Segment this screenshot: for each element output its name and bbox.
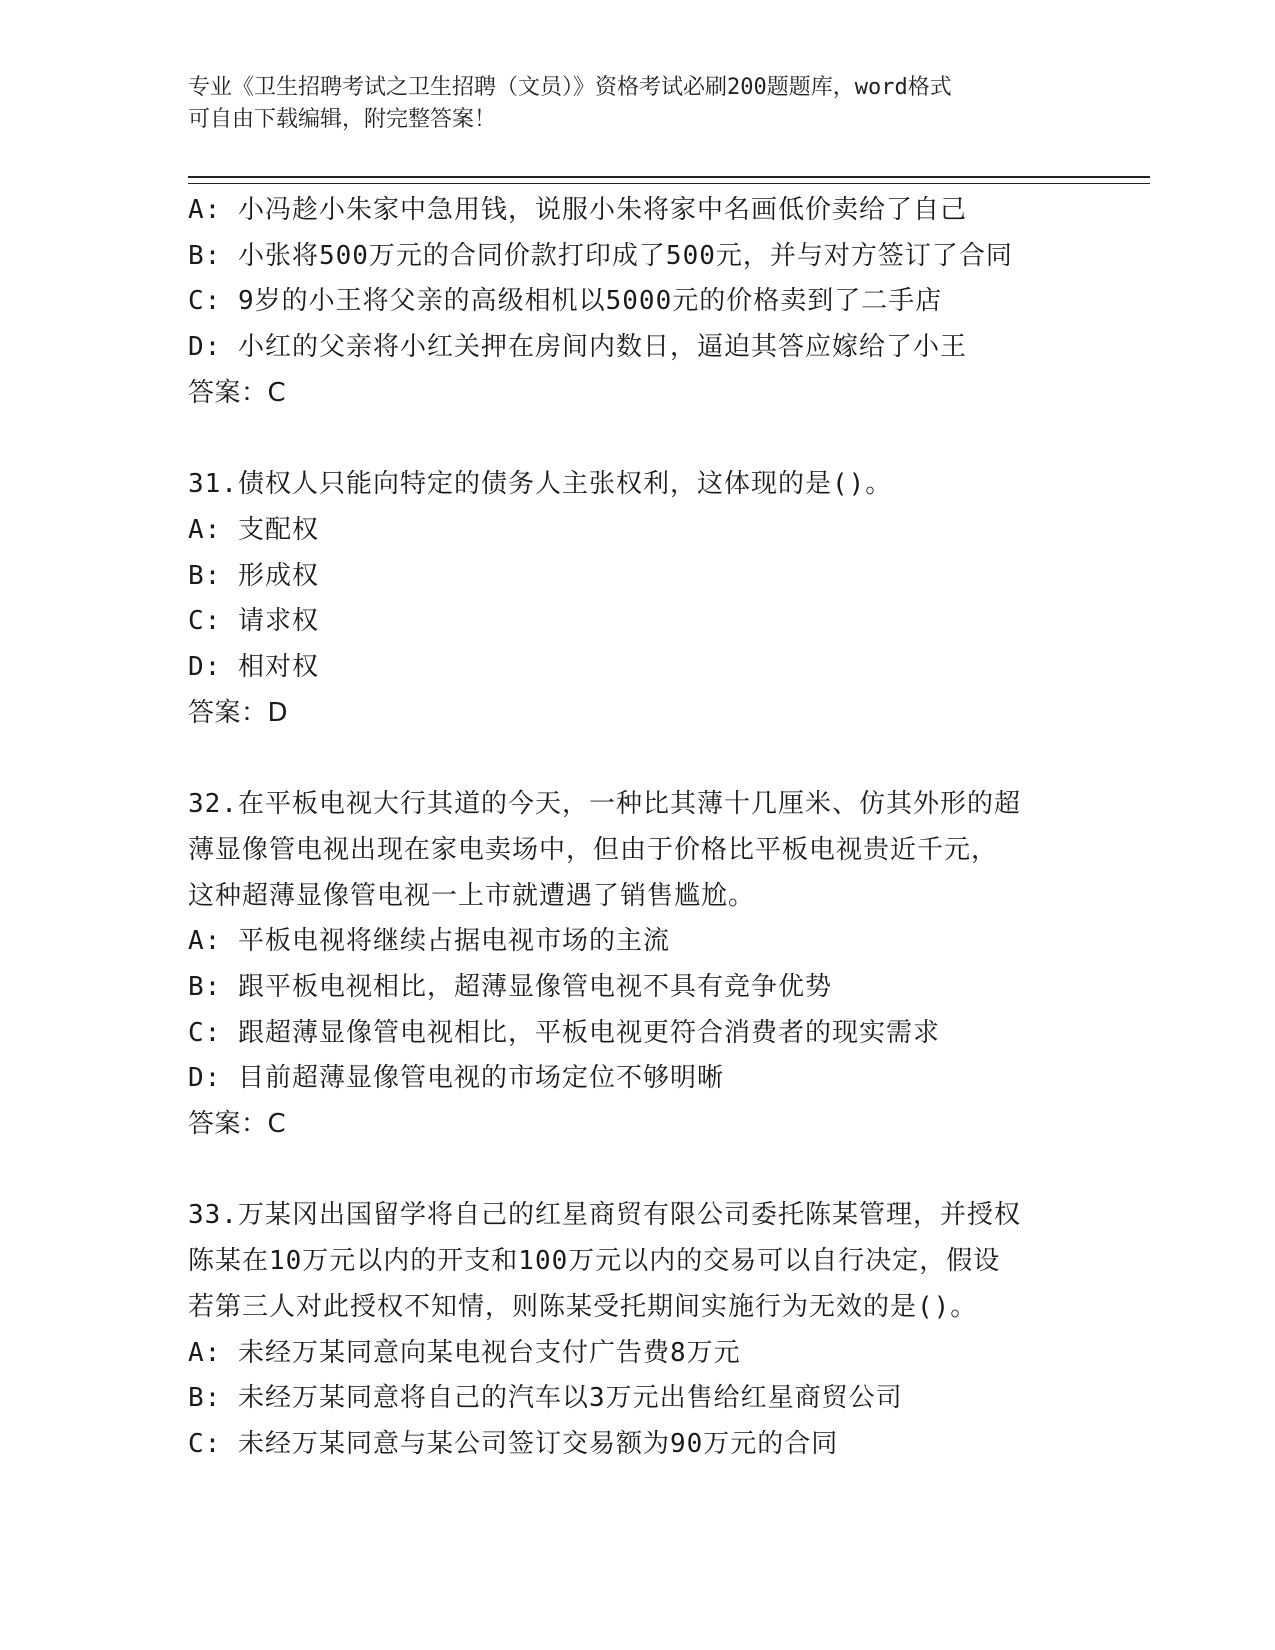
header-line-2: 可自由下载编辑，附完整答案！ [188, 107, 497, 132]
document-header [188, 72, 1068, 136]
option-b: B: 形成权 [188, 560, 319, 591]
option-c: C: 9岁的小王将父亲的高级相机以5000元的价格卖到了二手店 [188, 286, 943, 317]
option-b: B: 小张将500万元的合同价款打印成了500元，并与对方签订了合同 [188, 240, 1013, 271]
question-text-line-1: 33.万某冈出国留学将自己的红星商贸有限公司委托陈某管理，并授权 [188, 1200, 1021, 1231]
option-a: A: 小冯趁小朱家中急用钱，说服小朱将家中名画低价卖给了自己 [188, 195, 967, 225]
question-text-line-3: 若第三人对此授权不知情，则陈某受托期间实施行为无效的是()。 [188, 1291, 978, 1322]
question-text: 31.债权人只能向特定的债务人主张权利，这体现的是()。 [188, 469, 893, 500]
header-line-1: 专业《卫生招聘考试之卫生招聘（文员）》资格考试必刷200题题库，word格式 [188, 75, 952, 100]
option-a: A: 平板电视将继续占据电视市场的主流 [188, 926, 670, 957]
answer: 答案：C [188, 377, 287, 408]
option-a: A: 支配权 [188, 514, 319, 545]
option-a: A: 未经万某同意向某电视台支付广告费8万元 [188, 1337, 741, 1368]
spacer [188, 417, 1108, 463]
question-32 [188, 782, 1108, 1148]
question-content [188, 188, 1108, 1468]
header-divider-thin [188, 183, 1150, 184]
option-b: B: 未经万某同意将自己的汽车以3万元出售给红星商贸公司 [188, 1383, 903, 1414]
question-text-line-1: 32.在平板电视大行其道的今天，一种比其薄十几厘米、仿其外形的超 [188, 789, 1021, 820]
option-b: B: 跟平板电视相比，超薄显像管电视不具有竞争优势 [188, 971, 832, 1002]
question-33 [188, 1193, 1108, 1467]
question-30 [188, 188, 1108, 417]
spacer [188, 736, 1108, 782]
question-text-line-2: 陈某在10万元以内的开支和100万元以内的交易可以自行决定，假设 [188, 1246, 1001, 1277]
question-31 [188, 462, 1108, 736]
spacer [188, 1148, 1108, 1194]
option-c: C: 未经万某同意与某公司签订交易额为90万元的合同 [188, 1428, 839, 1459]
answer: 答案：C [188, 1109, 287, 1140]
option-d: D: 目前超薄显像管电视的市场定位不够明晰 [188, 1063, 724, 1094]
question-text-line-2: 薄显像管电视出现在家电卖场中，但由于价格比平板电视贵近千元， [188, 834, 999, 865]
option-d: D: 小红的父亲将小红关押在房间内数日，逼迫其答应嫁给了小王 [188, 332, 967, 363]
question-text-line-3: 这种超薄显像管电视一上市就遭遇了销售尴尬。 [188, 880, 756, 911]
option-c: C: 请求权 [188, 606, 319, 637]
option-c: C: 跟超薄显像管电视相比，平板电视更符合消费者的现实需求 [188, 1017, 940, 1048]
header-divider-thick [188, 176, 1150, 178]
answer: 答案：D [188, 697, 289, 728]
option-d: D: 相对权 [188, 652, 319, 683]
